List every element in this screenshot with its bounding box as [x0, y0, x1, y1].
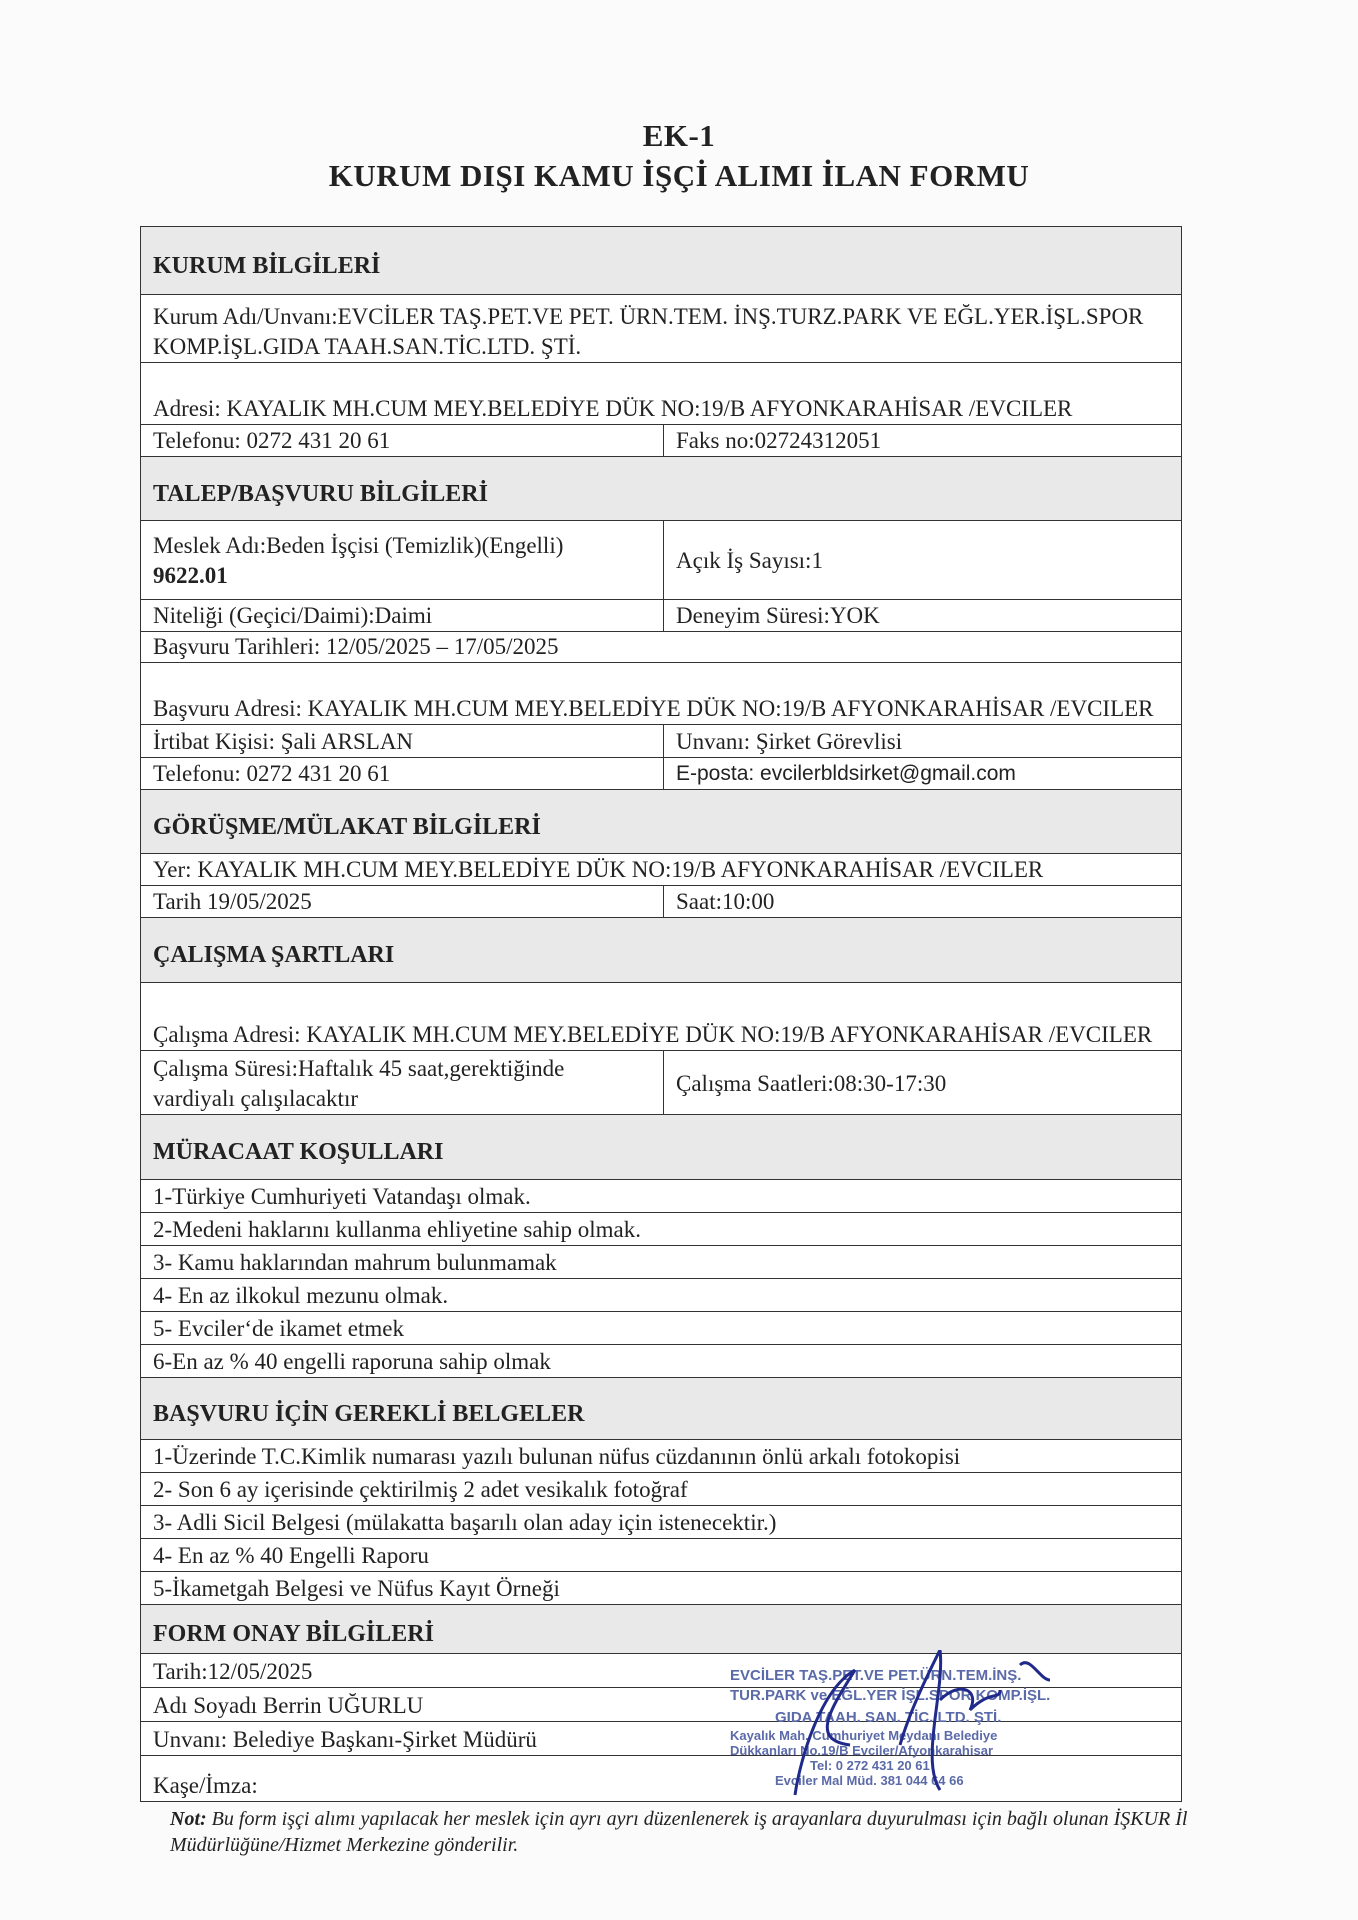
onay-unvan: Unvanı: Belediye Başkanı-Şirket Müdürü	[153, 1727, 537, 1752]
section-gorusme-header: GÖRÜŞME/MÜLAKAT BİLGİLERİ	[141, 790, 1181, 853]
belge-item: 1-Üzerinde T.C.Kimlik numarası yazılı bulunan nüfus cüzdanının önlü arkalı fotokopisi	[153, 1444, 961, 1469]
meslek-cell	[141, 521, 664, 599]
basvuru-tarihleri: Başvuru Tarihleri: 12/05/2025 – 17/05/2025	[153, 634, 559, 659]
stamp-line: Tel: 0 272 431 20 61	[810, 1758, 930, 1773]
stamp-line: EVCİLER TAŞ.PET.VE PET.ÜRN.TEM.İNŞ.	[730, 1667, 1022, 1684]
belge-item: 5-İkametgah Belgesi ve Nüfus Kayıt Örneği	[153, 1576, 560, 1601]
kurum-telefon: Telefonu: 0272 431 20 61	[141, 425, 664, 456]
muracaat-item: 5- Evciler‘de ikamet etmek	[153, 1316, 404, 1341]
calisma-saatleri: Çalışma Saatleri:08:30-17:30	[676, 1070, 947, 1096]
basvuru-adresi: Başvuru Adresi: KAYALIK MH.CUM MEY.BELEDİYE DÜK NO:19/B AFYONKARAHİSAR /EVCILER	[153, 696, 1154, 721]
belge-item: 2- Son 6 ay içerisinde çektirilmiş 2 adet vesikalık fotoğraf	[153, 1477, 688, 1502]
onay-tarih: Tarih:12/05/2025	[153, 1659, 313, 1684]
muracaat-item: 1-Türkiye Cumhuriyeti Vatandaşı olmak.	[153, 1184, 531, 1209]
section-talep-header: TALEP/BAŞVURU BİLGİLERİ	[141, 457, 1181, 520]
muracaat-item: 2-Medeni haklarını kullanma ehliyetine sahip olmak.	[153, 1217, 641, 1242]
meslek-adi: Meslek Adı:Beden İşçisi (Temizlik)(Engelli)	[153, 533, 564, 558]
gorusme-saat: Saat:10:00	[676, 889, 775, 914]
section-belgeler-header: BAŞVURU İÇİN GEREKLİ BELGELER	[141, 1378, 1181, 1439]
section-calisma-header: ÇALIŞMA ŞARTLARI	[141, 918, 1181, 982]
form-title: KURUM DIŞI KAMU İŞÇİ ALIMI İLAN FORMU	[328, 158, 1030, 193]
section-kurum-header: KURUM BİLGİLERİ	[141, 227, 1181, 294]
irtibat-kisisi: İrtibat Kişisi: Şali ARSLAN	[141, 725, 664, 757]
acik-is-sayisi: Açık İş Sayısı:1	[676, 548, 823, 573]
kurum-adi: Kurum Adı/Unvanı:EVCİLER TAŞ.PET.VE PET. ÜRN.TEM. İNŞ.TURZ.PARK VE EĞL.YER.İŞL.SPOR KOMP.İŞL.GIDA TAAH.SAN.TİC.LTD. ŞTİ.	[153, 304, 1144, 359]
niteligi: Niteliği (Geçici/Daimi):Daimi	[141, 600, 664, 631]
meslek-kodu: 9622.01	[153, 563, 228, 588]
note-text: Bu form işçi alımı yapılacak her meslek için ayrı ayrı düzenlenerek iş arayanlara duyurulması için bağlı olunan İŞKUR İl Müdürlüğüne/Hizmet Merkezine gönderilir.	[170, 1808, 1188, 1856]
muracaat-item: 3- Kamu haklarından mahrum bulunmamak	[153, 1250, 557, 1275]
calisma-adresi: Çalışma Adresi: KAYALIK MH.CUM MEY.BELEDİYE DÜK NO:19/B AFYONKARAHİSAR /EVCILER	[153, 1022, 1153, 1047]
gorusme-tarih: Tarih 19/05/2025	[141, 886, 664, 917]
belge-item: 4- En az % 40 Engelli Raporu	[153, 1543, 429, 1568]
belge-item: 3- Adli Sicil Belgesi (mülakatta başarılı olan aday için istenecektir.)	[153, 1510, 777, 1535]
stamp-line: Dükkanları No.19/B Evciler/Afyonkarahisar	[730, 1743, 994, 1758]
annex-label: EK-1	[642, 118, 716, 153]
kase-imza: Kaşe/İmza:	[153, 1773, 258, 1798]
note-label: Not:	[170, 1808, 207, 1830]
gorusme-yer: Yer: KAYALIK MH.CUM MEY.BELEDİYE DÜK NO:19/B AFYONKARAHİSAR /EVCILER	[153, 857, 1044, 882]
kurum-adres: Adresi: KAYALIK MH.CUM MEY.BELEDİYE DÜK NO:19/B AFYONKARAHİSAR /EVCILER	[153, 396, 1073, 421]
stamp-line: GIDA TAAH. SAN. TİC. LTD. ŞTİ.	[775, 1709, 1002, 1726]
calisma-suresi: Çalışma Süresi:Haftalık 45 saat,gerektiğinde vardiyalı çalışılacaktır	[141, 1051, 664, 1114]
stamp-line: TUR.PARK ve EĞL.YER İŞL.SPOR KOMP.İŞL.	[730, 1687, 1051, 1704]
footnote	[170, 1806, 1210, 1858]
announcement-form	[140, 226, 1182, 1802]
irtibat-unvan: Unvanı: Şirket Görevlisi	[676, 729, 903, 754]
section-muracaat-header: MÜRACAAT KOŞULLARI	[141, 1115, 1181, 1179]
muracaat-item: 6-En az % 40 engelli raporuna sahip olmak	[153, 1349, 551, 1374]
deneyim-suresi: Deneyim Süresi:YOK	[676, 603, 880, 628]
kurum-faks: Faks no:02724312051	[676, 428, 882, 453]
onay-adi-soyadi: Adı Soyadı Berrin UĞURLU	[153, 1693, 424, 1718]
irtibat-eposta: E-posta: evcilerbldsirket@gmail.com	[676, 762, 1016, 785]
irtibat-telefon: Telefonu: 0272 431 20 61	[141, 758, 664, 789]
section-onay-header: FORM ONAY BİLGİLERİ	[141, 1605, 1181, 1653]
muracaat-item: 4- En az ilkokul mezunu olmak.	[153, 1283, 449, 1308]
stamp-line: Kayalık Mah. Cumhuriyet Meydanı Belediye	[730, 1728, 998, 1743]
stamp-line: Evciler Mal Müd. 381 044 64 66	[775, 1773, 964, 1788]
